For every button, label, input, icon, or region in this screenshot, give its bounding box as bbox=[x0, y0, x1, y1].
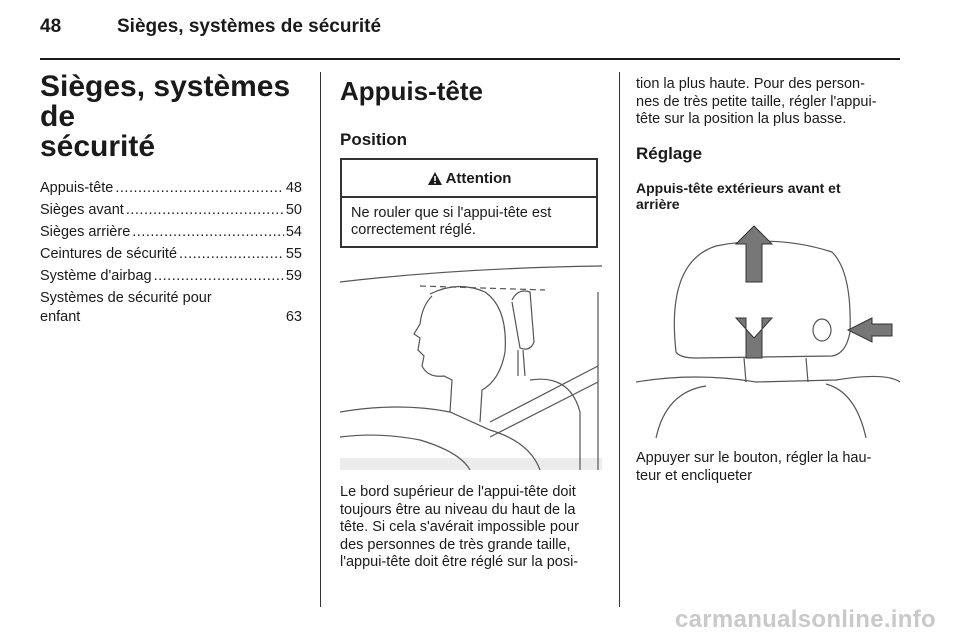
warning-triangle-icon bbox=[427, 171, 443, 186]
toc-page: 63 bbox=[285, 309, 302, 325]
text-line: Le bord supérieur de l'appui-tête doit bbox=[340, 484, 576, 500]
toc-label: Systèmes de sécurité pour bbox=[40, 290, 212, 306]
text-line: tête. Si cela s'avérait impossible pour bbox=[340, 519, 579, 535]
text-line: des personnes de très grande taille, bbox=[340, 536, 571, 553]
toc-entry[interactable] bbox=[40, 202, 302, 224]
toc-page: 55 bbox=[285, 246, 302, 262]
page-number: 48 bbox=[40, 16, 62, 37]
toc-leader bbox=[126, 202, 284, 218]
text-line: Appuyer sur le bouton, régler la hau- bbox=[636, 450, 872, 466]
column-divider bbox=[320, 72, 321, 607]
column-divider bbox=[619, 72, 620, 607]
toc-page: 59 bbox=[285, 268, 302, 284]
text-line: tête sur la position la plus basse. bbox=[636, 111, 847, 127]
table-of-contents bbox=[40, 180, 302, 328]
text-line: tion la plus haute. Pour des person- bbox=[636, 76, 865, 92]
chapter-title bbox=[40, 72, 310, 162]
toc-page: 54 bbox=[285, 224, 302, 240]
toc-entry[interactable] bbox=[40, 268, 302, 290]
toc-label: Sièges arrière bbox=[40, 224, 131, 240]
toc-page: 50 bbox=[285, 202, 302, 218]
watermark: carmanualsonline.info bbox=[674, 606, 936, 633]
section-title: Appuis-tête bbox=[340, 76, 483, 106]
toc-leader bbox=[132, 224, 284, 240]
toc-leader bbox=[154, 268, 284, 284]
toc-entry[interactable] bbox=[40, 180, 302, 202]
subsection-title: Appuis-tête extérieurs avant et arrière bbox=[636, 180, 841, 212]
toc-label: Sièges avant bbox=[40, 202, 124, 218]
text-line: toujours être au niveau du haut de la bbox=[340, 501, 576, 518]
section-subtitle: Position bbox=[340, 130, 408, 149]
text-line: teur et encliqueter bbox=[636, 467, 753, 484]
toc-label: Appuis-tête bbox=[40, 180, 114, 196]
toc-page: 48 bbox=[285, 180, 302, 196]
toc-entry[interactable] bbox=[40, 224, 302, 246]
toc-entry[interactable] bbox=[40, 246, 302, 268]
headrest-position-illustration bbox=[340, 262, 602, 470]
body-paragraph bbox=[636, 450, 904, 485]
section-subtitle: Réglage bbox=[636, 144, 703, 163]
toc-label: Ceintures de sécurité bbox=[40, 246, 178, 262]
toc-label: enfant bbox=[40, 309, 81, 325]
body-paragraph bbox=[340, 484, 608, 572]
warning-header bbox=[342, 160, 596, 198]
toc-label: Système d'airbag bbox=[40, 268, 152, 284]
warning-title: Attention bbox=[445, 169, 512, 187]
chapter-title-line: Sièges, systèmes de bbox=[40, 70, 291, 133]
toc-entry[interactable] bbox=[40, 290, 302, 328]
body-paragraph bbox=[636, 76, 906, 129]
chapter-title-line: sécurité bbox=[40, 130, 156, 163]
text-line: l'appui-tête doit être réglé sur la posi- bbox=[340, 554, 579, 570]
warning-box bbox=[340, 158, 598, 248]
headrest-adjustment-illustration bbox=[636, 222, 900, 438]
warning-text: Ne rouler que si l'appui-tête est correctement réglé. bbox=[351, 205, 552, 238]
toc-leader bbox=[179, 246, 284, 262]
header-rule bbox=[40, 58, 900, 60]
running-header: Sièges, systèmes de sécurité bbox=[117, 16, 382, 37]
toc-leader bbox=[115, 180, 284, 196]
text-line: nes de très petite taille, régler l'appui- bbox=[636, 93, 877, 110]
